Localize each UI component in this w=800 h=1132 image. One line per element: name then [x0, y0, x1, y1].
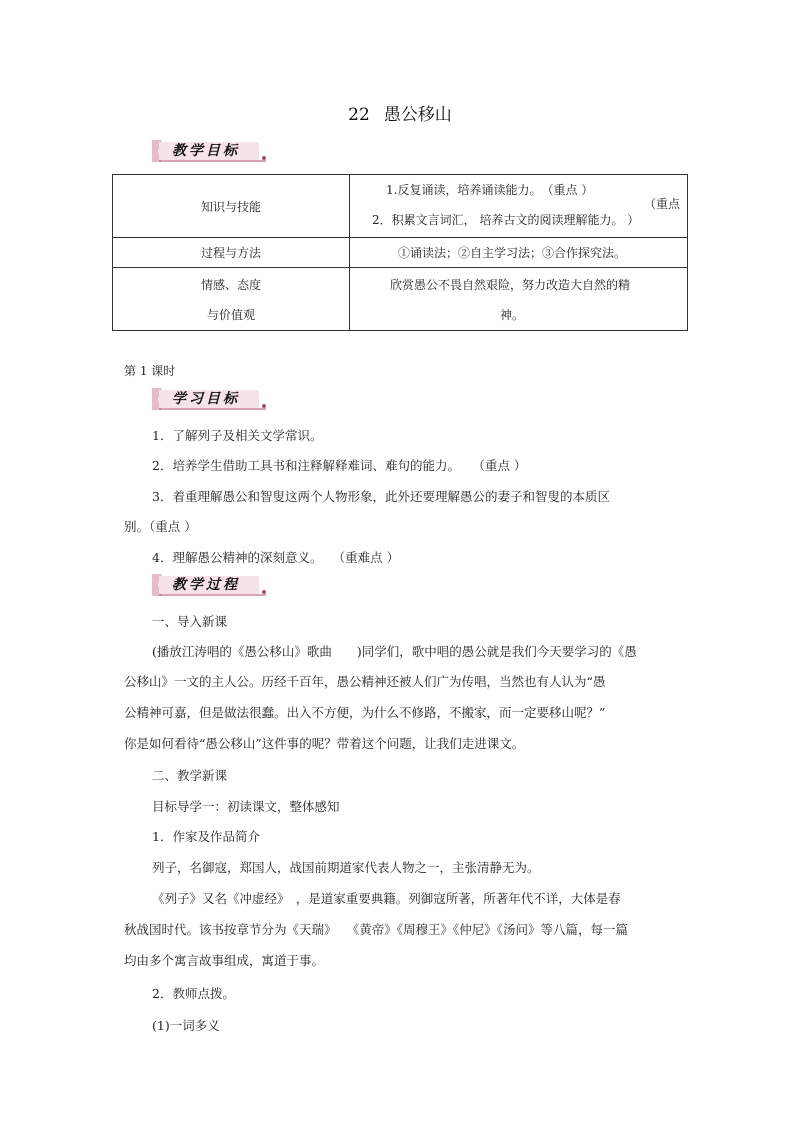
teaching-process-banner: [150, 572, 270, 598]
row3-text2: 神。: [500, 308, 525, 322]
section-heading: 一、导入新课: [152, 614, 228, 629]
page-title: [0, 100, 800, 125]
paragraph-line: 公精神可嘉，但是做法很蠢。出入不方便，为什么不修路，不搬家，而一定要移山呢？”: [124, 705, 606, 720]
row1-line1b: （重点: [644, 197, 681, 211]
table-row: [113, 268, 688, 331]
learning-goal-item: 3．着重理解愚公和智叟这两个人物形象，此外还要理解愚公的妻子和智叟的本质区: [152, 489, 610, 504]
learning-goal-item: 2．培养学生借助工具书和注释解释难词、难句的能力。 （重点 ）: [152, 458, 527, 473]
teaching-process-heading: 教学过程: [172, 577, 240, 593]
paragraph-line: 秋战国时代。该书按章节分为《天瑞》 《黄帝》《周穆王》《仲尼》《汤问》等八篇，每一篇: [124, 922, 628, 937]
teaching-goals-banner: [150, 138, 270, 164]
lesson-number: 22: [348, 105, 370, 125]
row3-label2: 与价值观: [206, 308, 255, 322]
paragraph-line: 公移山》一文的主人公。历经千百年，愚公精神还被人们广为传唱，当然也有人认为“愚: [124, 674, 606, 689]
item-heading: 2．教师点拨。: [152, 986, 235, 1001]
goals-table: [112, 174, 688, 331]
item-heading: 1．作家及作品简介: [152, 829, 260, 844]
row1-label: 知识与技能: [113, 175, 350, 238]
paragraph-line: 均由多个寓言故事组成，寓道于事。: [124, 953, 325, 968]
row2-label: 过程与方法: [113, 238, 350, 268]
paragraph-line: 你是如何看待“愚公移山”这件事的呢？带着这个问题，让我们走进课文。: [124, 736, 525, 751]
row3-label1: 情感、态度: [200, 278, 261, 292]
sub-item-heading: (1)一词多义: [152, 1018, 220, 1033]
paragraph-line: (播放江涛唱的《愚公移山》歌曲 )同学们，歌中唱的愚公就是我们今天要学习的《愚: [152, 644, 637, 659]
learning-goal-item: 1．了解列子及相关文学常识。: [152, 428, 323, 443]
row2-text: ①诵读法；②自主学习法；③合作探究法。: [350, 238, 688, 268]
learning-goal-item: 4．理解愚公精神的深刻意义。 （重难点 ）: [152, 550, 400, 565]
section-heading: 二、教学新课: [152, 768, 228, 783]
paragraph-line: 列子，名御寇，郑国人，战国前期道家代表人物之一，主张清静无为。: [152, 860, 540, 875]
lesson-period: 第 1 课时: [124, 364, 176, 378]
paragraph-line: 《列子》又名《冲虚经》 ，是道家重要典籍。列御寇所著，所著年代不详，大体是春: [152, 891, 621, 906]
learning-goals-heading: 学习目标: [172, 391, 240, 407]
guide-heading: 目标导学一：初读课文，整体感知: [152, 799, 340, 814]
teaching-goals-heading: 教学目标: [172, 143, 240, 159]
row1-line2: 2．积累文言词汇， 培养古文的阅读理解能力。 ）: [372, 213, 640, 227]
table-row: [113, 175, 688, 238]
learning-goals-banner: [150, 386, 270, 412]
row3-text1: 欣赏愚公不畏自然艰险，努力改造大自然的精: [390, 278, 631, 292]
learning-goal-item: 别。（重点 ）: [124, 519, 197, 534]
lesson-title: 愚公移山: [383, 105, 452, 125]
table-row: [113, 238, 688, 268]
row1-line1: 1.反复诵读，培养诵读能力。 （重点 ）: [386, 183, 594, 197]
